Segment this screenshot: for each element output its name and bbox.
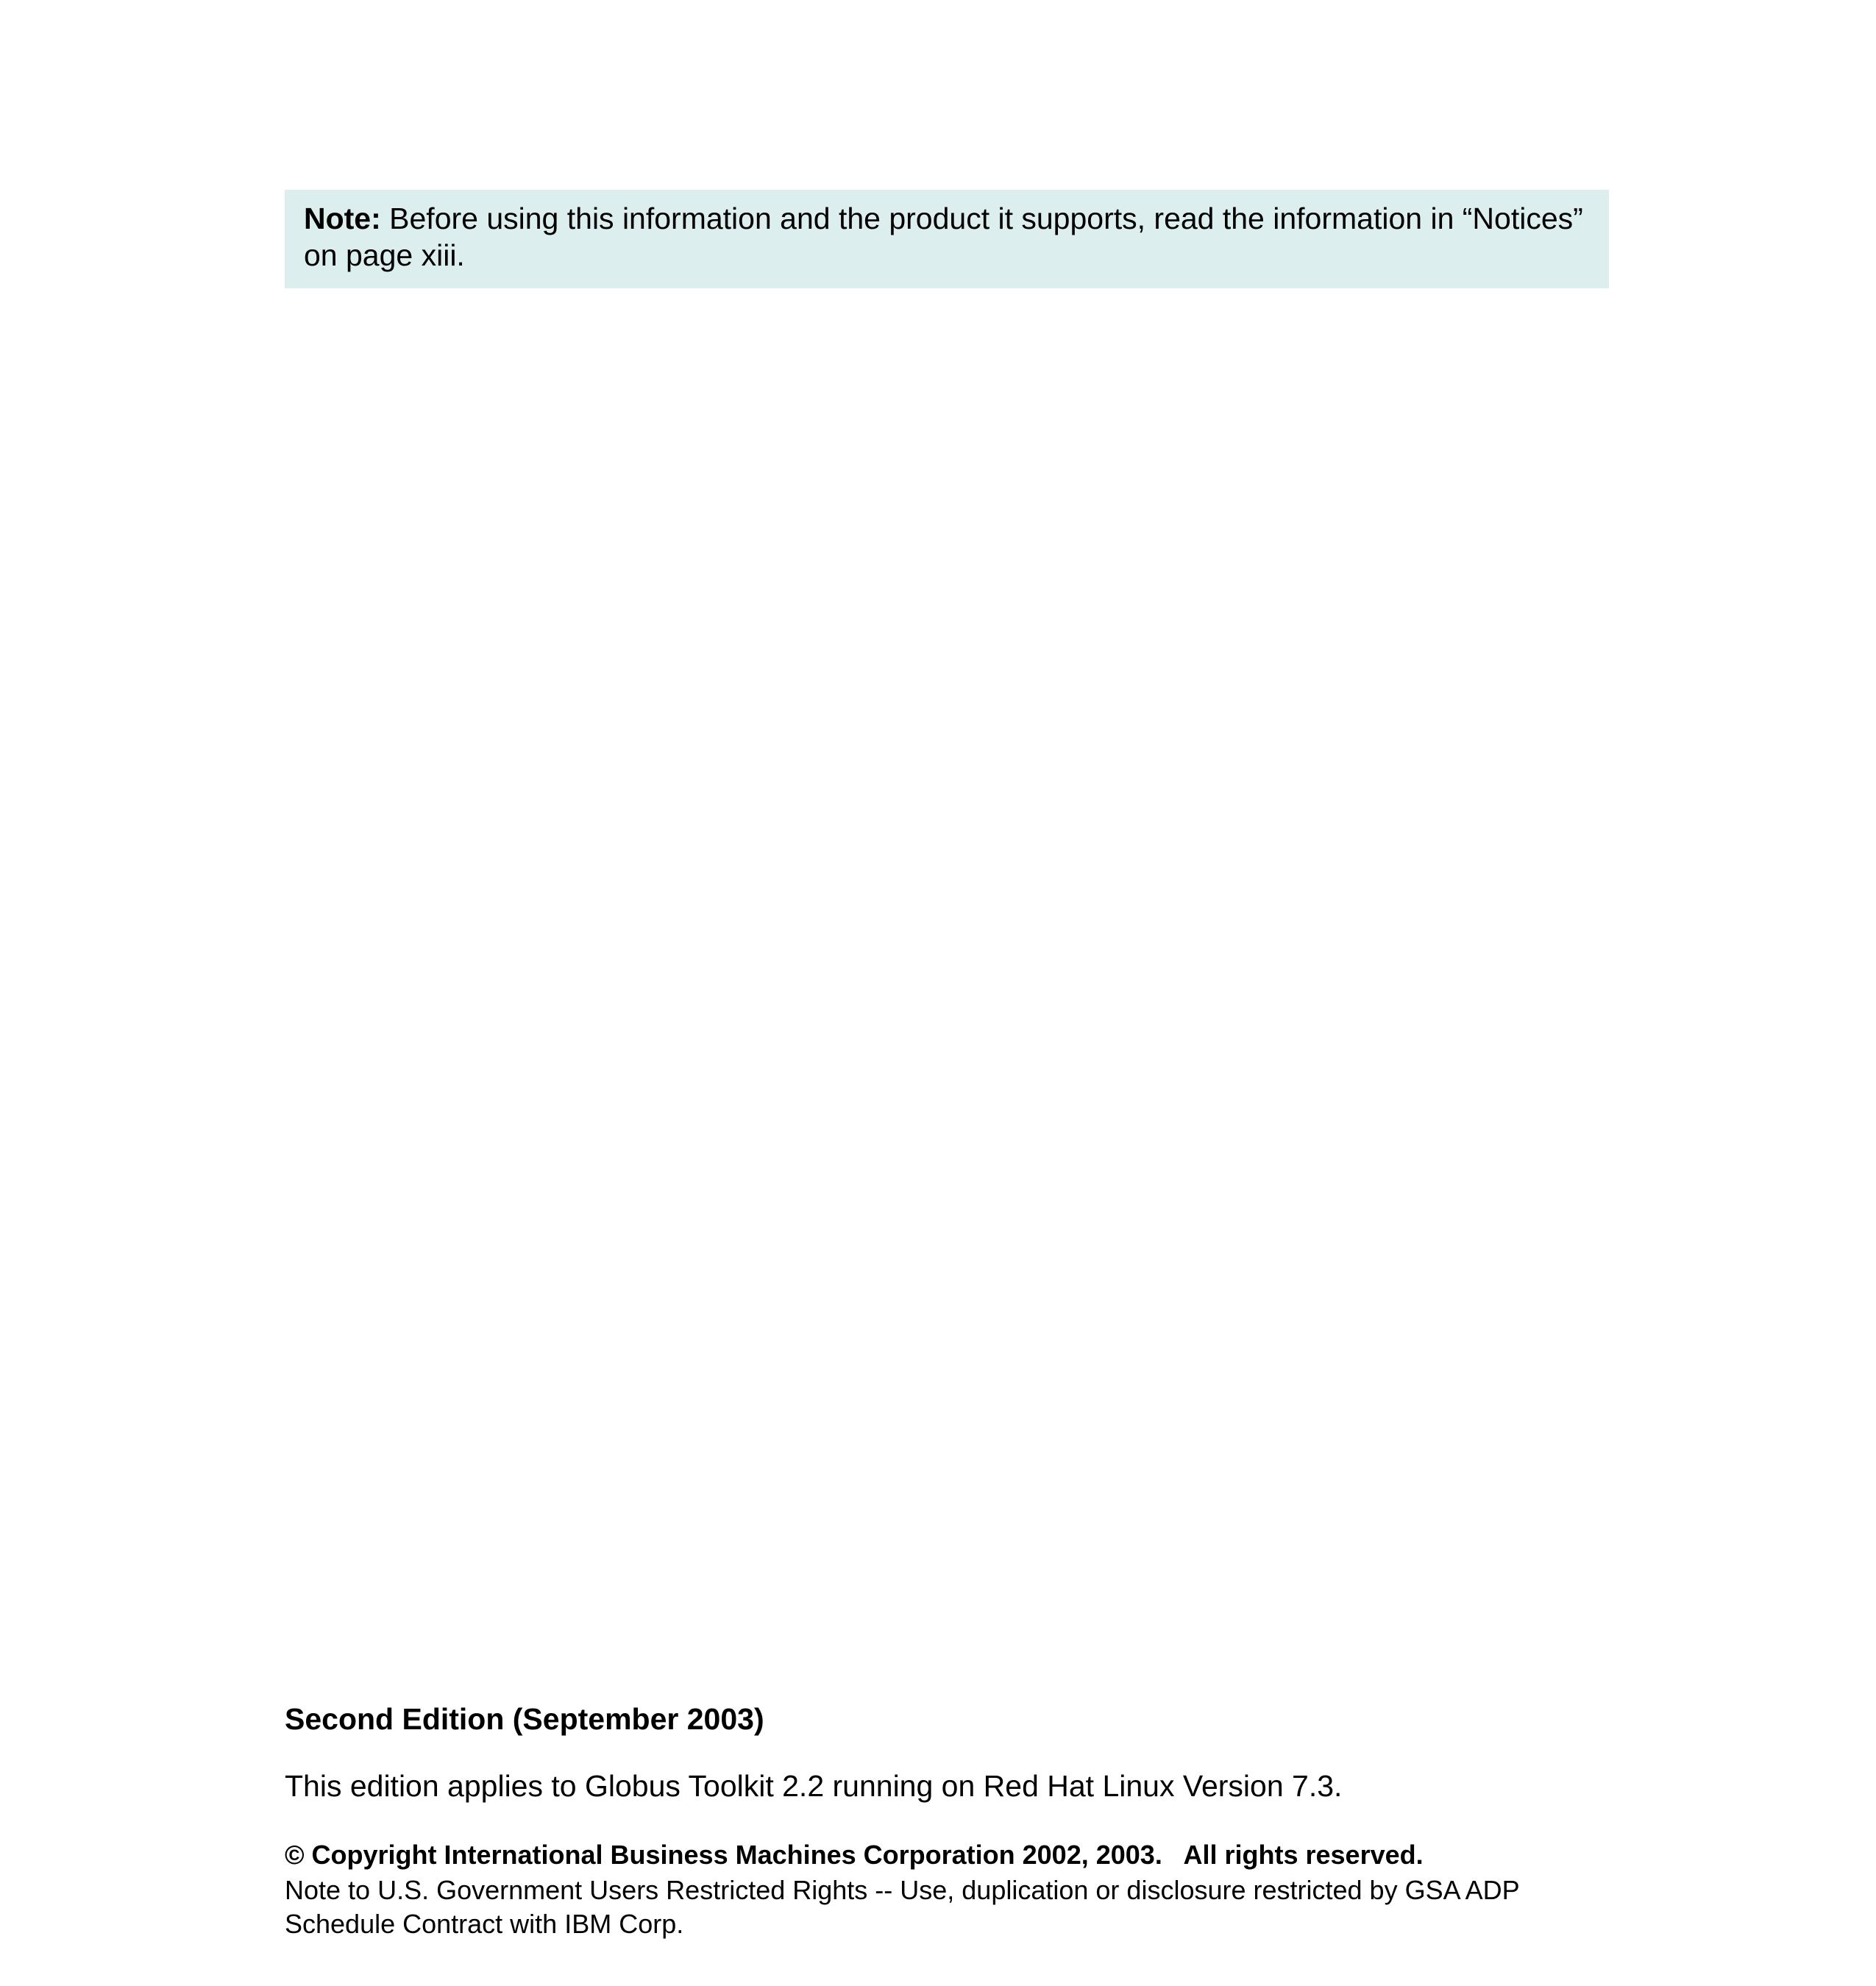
edition-title: Second Edition (September 2003) — [285, 1702, 764, 1736]
note-box — [285, 190, 1609, 288]
note-label: Note: — [304, 202, 381, 235]
edition-applies-text: This edition applies to Globus Toolkit 2.2 running on Red Hat Linux Version 7.3. — [285, 1769, 1343, 1803]
government-users-note: Note to U.S. Government Users Restricted Rights -- Use, duplication or disclosure restricted by GSA ADP Schedule Contract with IBM Corp. — [285, 1875, 1519, 1939]
note-text: Before using this information and the product it supports, read the information in “Notices” on page xiii. — [304, 202, 1583, 272]
copyright-line: © Copyright International Business Machines Corporation 2002, 2003. All rights reserved. — [285, 1840, 1424, 1870]
